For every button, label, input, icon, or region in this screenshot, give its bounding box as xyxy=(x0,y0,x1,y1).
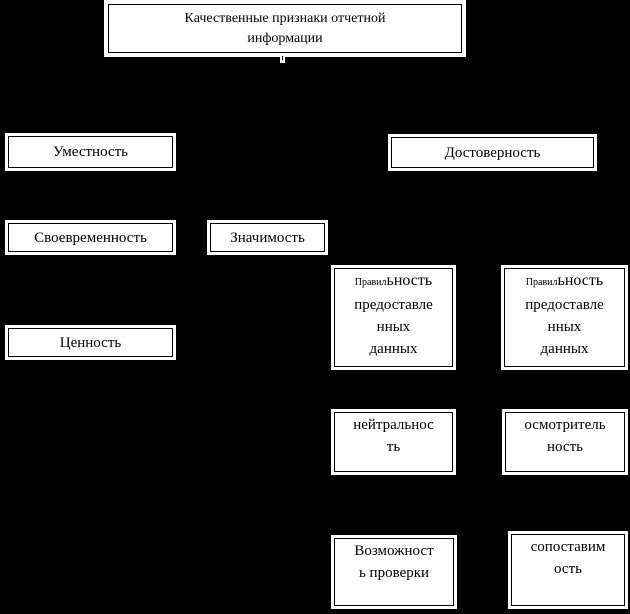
node-znachimost xyxy=(207,220,328,255)
node-label: Своевременность xyxy=(34,229,147,246)
node-pravilnost-mid-body xyxy=(334,268,453,367)
node-svoevremennost-body xyxy=(8,223,173,252)
node-cennost xyxy=(5,325,176,360)
node-vozmozhnost-body xyxy=(334,538,454,606)
node-line-1: сопоставим xyxy=(530,539,606,555)
node-osmotritelnost-body xyxy=(505,412,625,472)
node-title-body xyxy=(108,4,462,53)
node-label: Уместность xyxy=(53,144,128,160)
node-pravilnost-right-body xyxy=(504,268,625,367)
node-umestnost xyxy=(5,133,176,171)
node-pravilnost-right xyxy=(501,265,628,370)
node-cennost-body xyxy=(8,328,173,357)
node-title xyxy=(104,0,466,57)
node-line-2: предоставле xyxy=(354,297,433,313)
node-line-1-small: Правил xyxy=(354,277,387,288)
node-line-2: ность xyxy=(547,439,583,455)
node-vozmozhnost xyxy=(331,535,457,609)
node-label: Ценность xyxy=(59,334,122,351)
node-line-1-small: Правил xyxy=(525,277,558,288)
node-znachimost-body xyxy=(210,223,325,252)
node-dostovernost-body xyxy=(391,137,594,168)
node-line-3: нных xyxy=(376,319,411,335)
node-dostovernost xyxy=(388,134,597,171)
node-sopostavimost xyxy=(508,531,628,609)
node-umestnost-body xyxy=(8,136,173,168)
node-line-1 xyxy=(526,270,603,294)
node-line-3: нных xyxy=(547,319,582,335)
node-line-1: Возможност xyxy=(354,543,434,559)
node-line-4: данных xyxy=(369,341,418,357)
node-sopostavimost-body xyxy=(511,534,625,606)
node-line-2: ть xyxy=(386,439,401,455)
node-label: Достоверность xyxy=(444,144,541,161)
node-line-2: предоставле xyxy=(525,297,604,313)
node-neytralnost xyxy=(331,409,456,475)
title-line-1: Качественные признаки отчетной xyxy=(184,10,386,26)
node-line-4: данных xyxy=(540,341,589,357)
connector-tick xyxy=(280,56,285,63)
node-svoevremennost xyxy=(5,220,176,255)
node-line-1: осмотритель xyxy=(524,417,606,433)
title-line-2: информации xyxy=(247,30,323,46)
node-neytralnost-body xyxy=(334,412,453,472)
node-pravilnost-mid xyxy=(331,265,456,370)
connector-tick-line xyxy=(282,56,283,60)
node-line-2: ость xyxy=(554,561,582,577)
node-label: Значимость xyxy=(230,229,305,246)
node-line-2: ь проверки xyxy=(358,565,430,581)
node-line-1: нейтральнос xyxy=(353,417,434,433)
node-osmotritelnost xyxy=(502,409,628,475)
node-line-1-large: ьность xyxy=(386,272,433,289)
node-line-1-large: ьность xyxy=(557,272,604,289)
node-line-1 xyxy=(355,270,432,294)
